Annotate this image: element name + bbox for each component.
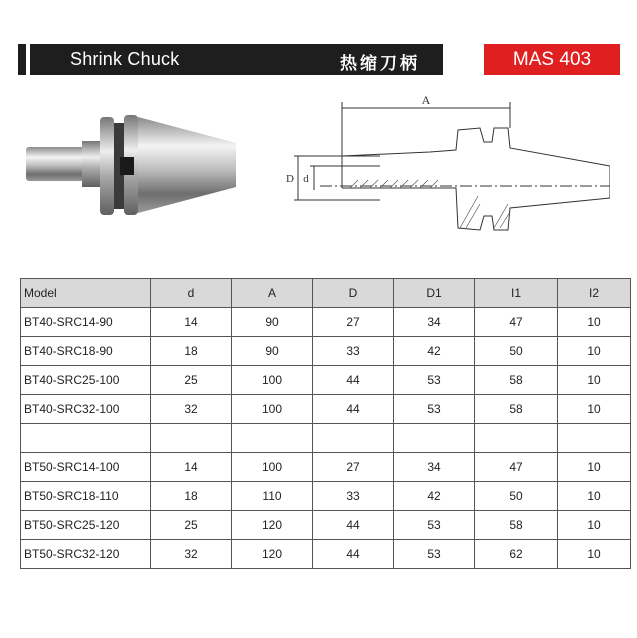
dim-big-d-label: D	[286, 173, 294, 185]
table-cell: 100	[232, 453, 313, 482]
table-cell: 10	[558, 366, 631, 395]
table-row	[21, 308, 631, 337]
table-cell: 32	[151, 395, 232, 424]
table-cell	[313, 424, 394, 453]
table-cell: 42	[394, 337, 475, 366]
spec-table-header-row	[21, 279, 631, 308]
table-cell: BT40-SRC14-90	[21, 308, 151, 337]
table-row	[21, 540, 631, 569]
header-accent-inner	[18, 44, 26, 75]
table-cell: BT50-SRC18-110	[21, 482, 151, 511]
table-cell: 42	[394, 482, 475, 511]
table-cell: 58	[475, 395, 558, 424]
col-header-d: d	[151, 279, 232, 308]
table-cell	[475, 424, 558, 453]
table-row	[21, 395, 631, 424]
hatch-4	[380, 180, 388, 188]
table-cell: 18	[151, 482, 232, 511]
col-header-a: A	[232, 279, 313, 308]
table-cell: 10	[558, 540, 631, 569]
body-outline-bottom	[342, 188, 610, 230]
table-cell: BT40-SRC25-100	[21, 366, 151, 395]
header-bar	[18, 44, 443, 75]
table-cell: 53	[394, 366, 475, 395]
table-cell: 120	[232, 540, 313, 569]
table-cell: 27	[313, 453, 394, 482]
col-header-d1: D1	[394, 279, 475, 308]
table-cell: 10	[558, 337, 631, 366]
col-header-i1: I1	[475, 279, 558, 308]
header-title-cn: 热缩刀柄	[340, 54, 420, 73]
table-cell: 120	[232, 511, 313, 540]
body-outline-top	[342, 128, 610, 166]
hatch-6	[400, 180, 408, 188]
spec-table	[20, 278, 631, 569]
table-cell: 53	[394, 395, 475, 424]
photo-collar	[82, 141, 100, 187]
table-cell	[232, 424, 313, 453]
table-cell: 53	[394, 511, 475, 540]
col-header-model: Model	[21, 279, 151, 308]
table-cell: 33	[313, 482, 394, 511]
table-cell: 47	[475, 453, 558, 482]
dim-small-d-label: d	[303, 173, 309, 185]
table-cell	[21, 424, 151, 453]
table-cell: 47	[475, 308, 558, 337]
table-cell: 18	[151, 337, 232, 366]
table-cell: 34	[394, 453, 475, 482]
table-cell: 25	[151, 511, 232, 540]
table-cell: 50	[475, 482, 558, 511]
table-cell: 90	[232, 308, 313, 337]
table-row	[21, 482, 631, 511]
table-cell: 58	[475, 511, 558, 540]
table-cell	[151, 424, 232, 453]
col-header-big-d: D	[313, 279, 394, 308]
table-cell: 14	[151, 308, 232, 337]
table-row	[21, 424, 631, 453]
table-cell: 10	[558, 482, 631, 511]
table-cell: 53	[394, 540, 475, 569]
table-cell: BT50-SRC14-100	[21, 453, 151, 482]
table-cell: 10	[558, 453, 631, 482]
hatch-8	[420, 180, 428, 188]
hatch-1	[350, 180, 358, 188]
table-cell: 44	[313, 395, 394, 424]
table-cell: 50	[475, 337, 558, 366]
hatch-12	[494, 204, 508, 228]
table-cell: 33	[313, 337, 394, 366]
technical-drawing	[280, 88, 610, 238]
table-cell: 25	[151, 366, 232, 395]
table-cell: BT50-SRC25-120	[21, 511, 151, 540]
table-row	[21, 366, 631, 395]
table-cell: 44	[313, 366, 394, 395]
table-cell: 14	[151, 453, 232, 482]
hatch-7	[410, 180, 418, 188]
table-row	[21, 337, 631, 366]
table-cell: 62	[475, 540, 558, 569]
hatch-11	[466, 204, 480, 228]
standard-badge: MAS 403	[484, 44, 620, 75]
table-cell: 100	[232, 366, 313, 395]
header-title-en: Shrink Chuck	[70, 49, 180, 69]
hatch-3	[370, 180, 378, 188]
col-header-i2: I2	[558, 279, 631, 308]
table-cell: 34	[394, 308, 475, 337]
table-row	[21, 511, 631, 540]
table-cell: 10	[558, 395, 631, 424]
table-cell: 44	[313, 540, 394, 569]
table-cell: 32	[151, 540, 232, 569]
table-cell	[394, 424, 475, 453]
table-cell: 90	[232, 337, 313, 366]
table-cell: BT40-SRC32-100	[21, 395, 151, 424]
photo-flange	[100, 117, 114, 215]
hatch-9	[430, 180, 438, 188]
photo-taper	[138, 117, 236, 213]
product-photo	[22, 95, 242, 235]
table-cell: BT40-SRC18-90	[21, 337, 151, 366]
dim-a-label: A	[421, 93, 431, 107]
table-cell: BT50-SRC32-120	[21, 540, 151, 569]
table-cell: 10	[558, 308, 631, 337]
table-cell: 110	[232, 482, 313, 511]
table-row	[21, 453, 631, 482]
table-cell: 27	[313, 308, 394, 337]
photo-keyway	[120, 157, 134, 175]
hatch-2	[360, 180, 368, 188]
table-cell	[558, 424, 631, 453]
photo-nose	[26, 147, 84, 181]
hatch-5	[390, 180, 398, 188]
table-cell: 44	[313, 511, 394, 540]
table-cell: 58	[475, 366, 558, 395]
table-cell: 10	[558, 511, 631, 540]
table-cell: 100	[232, 395, 313, 424]
